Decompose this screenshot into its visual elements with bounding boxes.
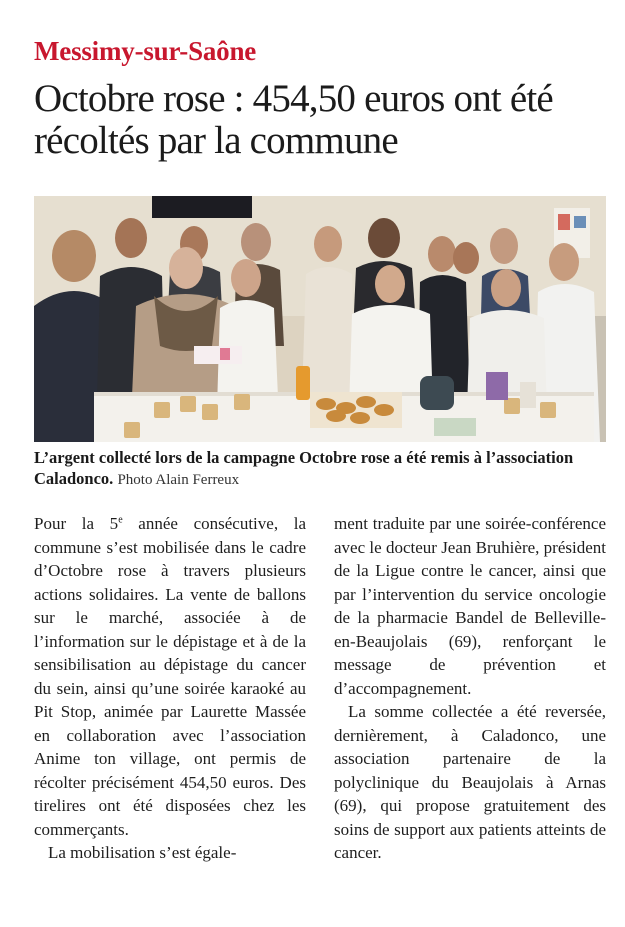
photo-credit: Photo Alain Ferreux	[117, 472, 240, 488]
body-paragraph: La mobilisation s’est égale-	[48, 843, 237, 862]
body-paragraph: La somme collectée a été reversée, dernièrement, à Caladonco, une association partenaire de la polyclinique du Beaujolais à Arnas (69), qui propose gratuitement des soins de support aux patients atteints de cancer.	[334, 702, 606, 862]
body-text: Pour la 5	[34, 514, 119, 533]
ordinal-superscript: e	[118, 514, 123, 526]
photo-illustration	[34, 196, 606, 442]
body-paragraph: ment traduite par une soirée-conférence avec le docteur Jean Bruhière, président de la Ligue contre le cancer, ainsi que par l’intervention du service oncologie de la pharmacie Bandel de Belleville-en-Beaujolais (69), renforçant le message de prévention et d’accompagnement.	[334, 514, 606, 698]
article-column-left	[34, 512, 306, 865]
body-text: année consécutive, la commune s’est mobilisée dans le cadre d’Octobre rose à travers plusieurs actions solidaires. La vente de ballons sur le marché, associée à de l’information sur le dépistage et à de la sensibilisation au dépistage du cancer du sein, ainsi qu’une soirée karaoké au Pit Stop, animée par Laurette Massée en collaboration avec l’association Anime ton village, ont permis de récolter précisément 454,50 euros. Des tirelires ont été disposées chez les commerçants.	[34, 514, 306, 839]
article-column-right	[334, 512, 606, 865]
section-kicker: Messimy-sur-Saône	[34, 36, 257, 66]
body-paragraph	[34, 512, 306, 841]
caption-text: L’argent collecté lors de la campagne Octobre rose a été remis à l’association Caladonco.	[34, 448, 574, 488]
photo-caption	[34, 447, 604, 491]
article-headline: Octobre rose : 454,50 euros ont été récoltés par la commune	[34, 77, 553, 162]
article-photo	[34, 196, 606, 442]
